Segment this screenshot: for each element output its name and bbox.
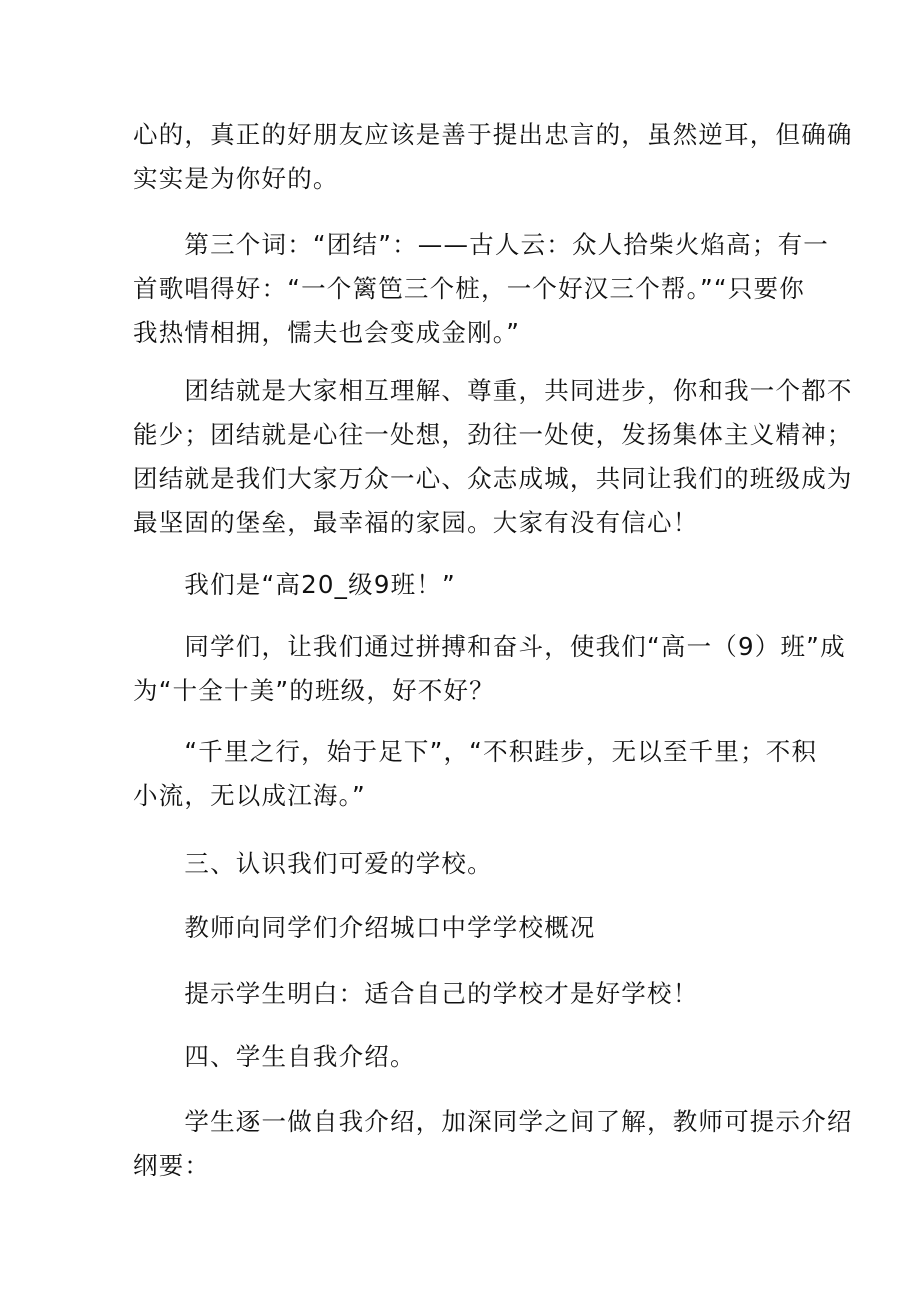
paragraph-unity-meaning xyxy=(133,369,853,545)
paragraph-proverb xyxy=(133,730,818,818)
text-line: 三、认识我们可爱的学校。 xyxy=(133,849,493,878)
text-line: 能少；团结就是心往一处想，劲往一处使，发扬集体主义精神； xyxy=(133,420,853,449)
paragraph-students-strive xyxy=(133,625,846,713)
text-line: 第三个词：“团结”：——古人云：众人拾柴火焰高；有一 xyxy=(133,230,829,259)
text-line: 我们是“高20_级9班！” xyxy=(133,570,456,599)
paragraph-self-intro-outline xyxy=(133,1100,853,1188)
text-line: 团结就是大家相互理解、尊重，共同进步，你和我一个都不 xyxy=(133,376,853,405)
text-line: 提示学生明白：适合自己的学校才是好学校！ xyxy=(133,979,699,1008)
text-line: 教师向同学们介绍城口中学学校概况 xyxy=(133,913,596,942)
text-line: 同学们，让我们通过拼搏和奋斗，使我们“高一（9）班”成 xyxy=(133,632,846,661)
text-line: 纲要： xyxy=(133,1151,211,1180)
text-line: 我热情相拥，懦夫也会变成金刚。” xyxy=(133,318,521,347)
text-line: 小流，无以成江海。” xyxy=(133,781,366,810)
text-line: “千里之行，始于足下”，“不积跬步，无以至千里；不积 xyxy=(133,737,818,766)
text-line: 四、学生自我介绍。 xyxy=(133,1042,416,1071)
text-line: 为“十全十美”的班级，好不好？ xyxy=(133,676,495,705)
paragraph-good-friend xyxy=(133,113,853,201)
paragraph-teacher-introduce xyxy=(133,906,793,950)
text-line: 首歌唱得好：“一个篱笆三个桩，一个好汉三个帮。”“只要你 xyxy=(133,274,805,303)
heading-self-introduction xyxy=(133,1035,793,1079)
paragraph-class-slogan xyxy=(133,563,793,607)
text-line: 团结就是我们大家万众一心、众志成城，共同让我们的班级成为 xyxy=(133,464,853,493)
paragraph-hint xyxy=(133,972,793,1016)
text-line: 学生逐一做自我介绍，加深同学之间了解，教师可提示介绍 xyxy=(133,1107,853,1136)
heading-know-school xyxy=(133,842,793,886)
text-line: 最坚固的堡垒，最幸福的家园。大家有没有信心！ xyxy=(133,508,699,537)
text-line: 实实是为你好的。 xyxy=(133,164,339,193)
paragraph-third-word-unity xyxy=(133,223,829,355)
text-line: 心的，真正的好朋友应该是善于提出忠言的，虽然逆耳，但确确 xyxy=(133,120,853,149)
